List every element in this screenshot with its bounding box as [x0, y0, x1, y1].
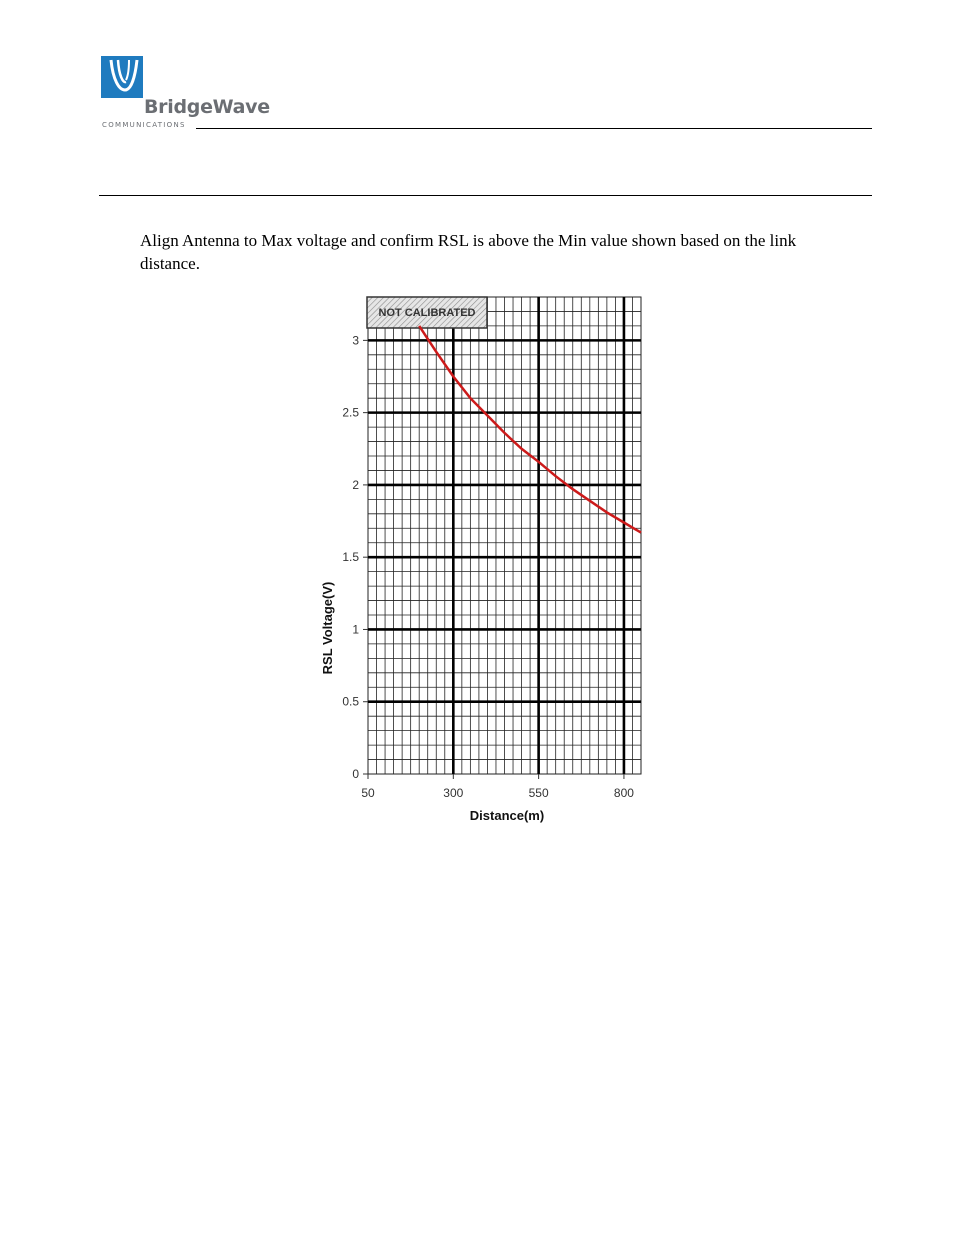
instruction-text: Align Antenna to Max voltage and confirm RSL is above the Min value shown based on the link distance. — [140, 231, 797, 273]
header-rule — [196, 128, 872, 129]
y-tick-label: 0 — [352, 767, 359, 781]
y-tick-label: 2 — [352, 477, 359, 492]
x-tick-label: 50 — [361, 786, 375, 800]
bridgewave-logo — [101, 56, 271, 132]
y-tick-label: 1 — [352, 622, 359, 637]
x-tick-label: 300 — [443, 786, 464, 800]
y-tick-label: 2.5 — [342, 405, 359, 420]
stamp-label: NOT CALIBRATED — [378, 307, 476, 319]
x-axis-label: Distance(m) — [469, 808, 545, 823]
bridgewave-logo-mark-icon — [101, 56, 143, 98]
section-rule — [99, 195, 872, 196]
y-tick-label: 3 — [352, 333, 359, 348]
x-tick-label: 800 — [613, 786, 634, 800]
x-tick-label: 550 — [528, 786, 549, 800]
y-axis-ticks — [342, 333, 368, 781]
x-axis-ticks — [361, 774, 634, 800]
rsl-voltage-chart — [300, 290, 660, 830]
y-tick-label: 0.5 — [342, 694, 359, 709]
not-calibrated-stamp — [367, 297, 487, 328]
logo-subtitle: COMMUNICATIONS — [102, 121, 186, 129]
y-tick-label: 1.5 — [342, 550, 359, 565]
y-axis-label: RSL Voltage(V) — [320, 581, 335, 675]
logo-name: BridgeWave — [144, 96, 270, 118]
